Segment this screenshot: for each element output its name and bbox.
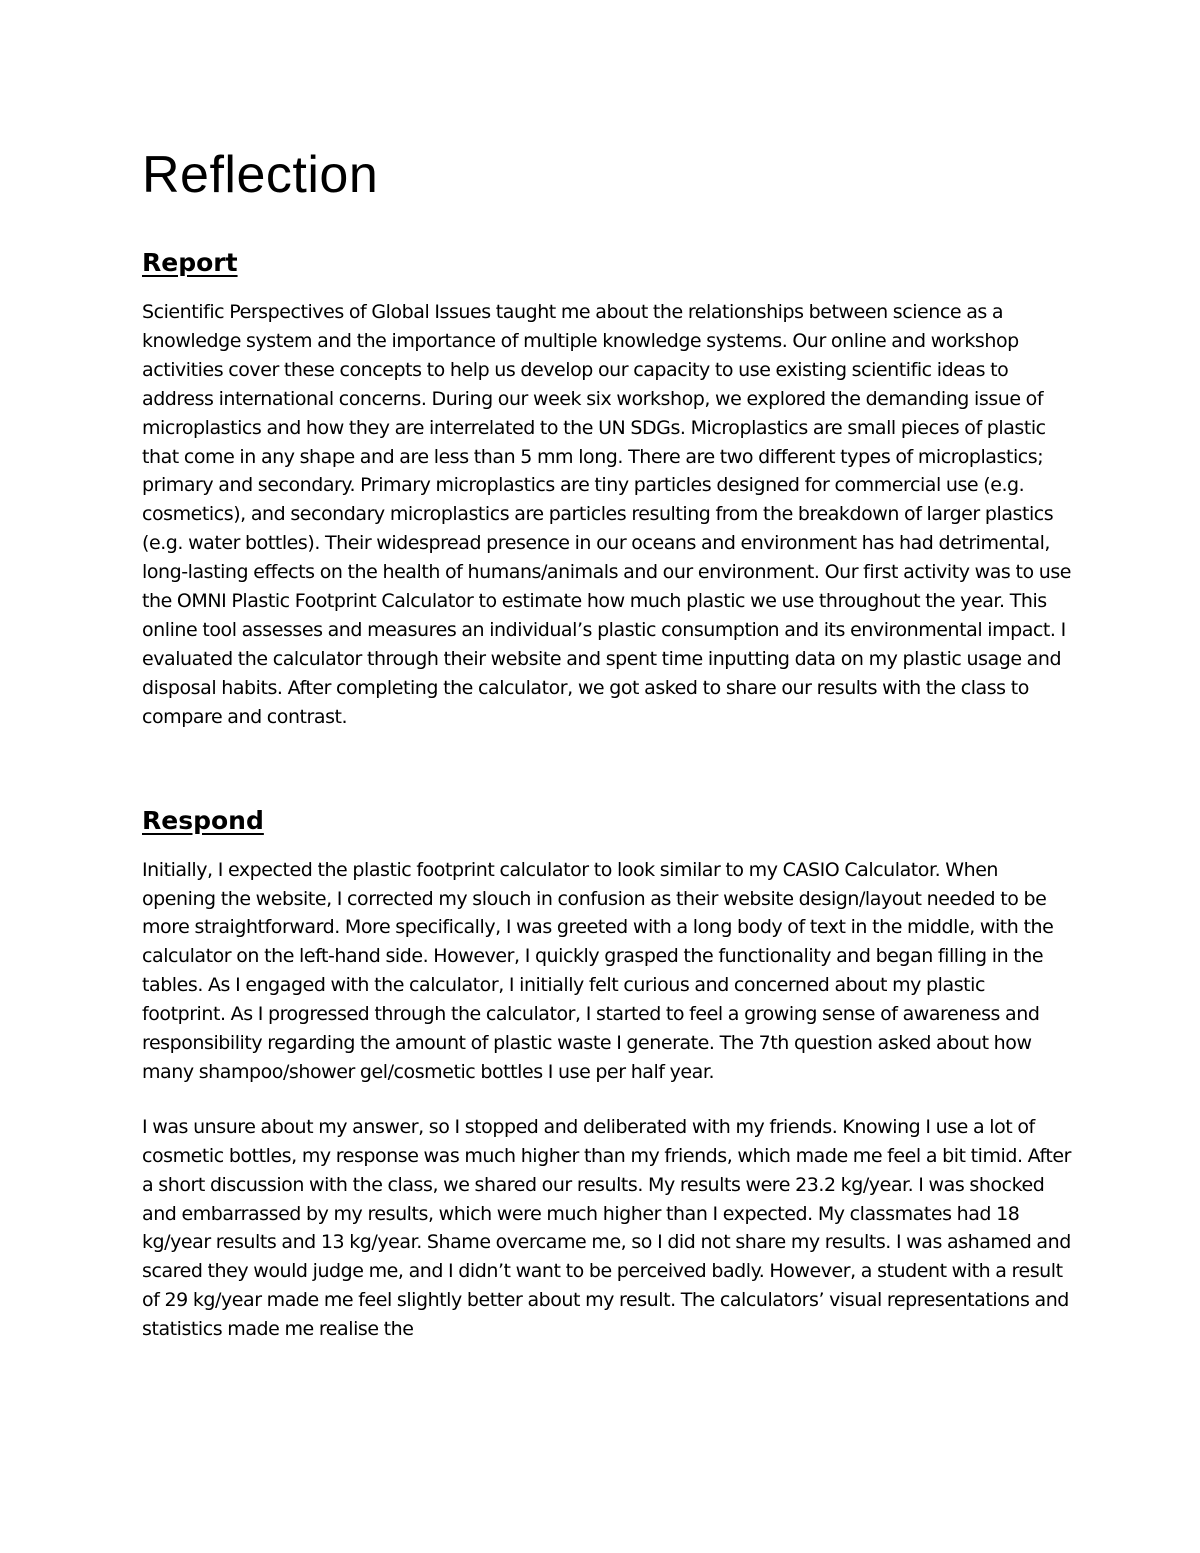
page-title: Reflection <box>142 146 379 204</box>
respond-paragraph-1: Initially, I expected the plastic footprint calculator to look similar to my CASIO Calculator. When opening the website, I corrected my slouch in confusion as their website design/layout needed to be more straightforward. More specifically, I was greeted with a long body of text in the middle, with the calculator on the left-hand side. However, I quickly grasped the functionality and began filling in the tables. As I engaged with the calculator, I initially felt curious and concerned about my plastic footprint. As I progressed through the calculator, I started to feel a growing sense of awareness and responsibility regarding the amount of plastic waste I generate. The 7th question asked about how many shampoo/shower gel/cosmetic bottles I use per half year. <box>142 858 1054 1083</box>
section-spacer <box>142 732 1072 804</box>
section-heading-report: Report <box>142 248 238 277</box>
section-respond <box>142 804 1072 1345</box>
document-body <box>142 140 1072 1344</box>
section-report <box>142 246 1072 732</box>
paragraph-spacer <box>142 1087 1072 1113</box>
report-paragraph: Scientific Perspectives of Global Issues taught me about the relationships between science as a knowledge system and the importance of multiple knowledge systems. Our online and workshop activities cover these concepts to help us develop our capacity to use existing scientific ideas to address international concerns. During our week six workshop, we explored the demanding issue of microplastics and how they are interrelated to the UN SDGs. Microplastics are small pieces of plastic that come in any shape and are less than 5 mm long. There are two different types of microplastics; primary and secondary. Primary microplastics are tiny particles designed for commercial use (e.g. cosmetics), and secondary microplastics are particles resulting from the breakdown of larger plastics (e.g. water bottles). Their widespread presence in our oceans and environment has had detrimental, long-lasting effects on the health of humans/animals and our environment. Our first activity was to use the OMNI Plastic Footprint Calculator to estimate how much plastic we use throughout the year. This online tool assesses and measures an individual’s plastic consumption and its environmental impact. I evaluated the calculator through their website and spent time inputting data on my plastic usage and disposal habits. After completing the calculator, we got asked to share our results with the class to compare and contrast. <box>142 301 1072 728</box>
section-heading-respond: Respond <box>142 805 264 835</box>
respond-paragraph-2: I was unsure about my answer, so I stopped and deliberated with my friends. Knowing I use a lot of cosmetic bottles, my response was much higher than my friends, which made me feel a bit timid. After a short discussion with the class, we shared our results. My results were 23.2 kg/year. I was shocked and embarrassed by my results, which were much higher than I expected. My classmates had 18 kg/year results and 13 kg/year. Shame overcame me, so I did not share my results. I was ashamed and scared they would judge me, and I didn’t want to be perceived badly. However, a student with a result of 29 kg/year made me feel slightly better about my result. The calculators’ visual representations and statistics made me realise the <box>142 1115 1072 1341</box>
